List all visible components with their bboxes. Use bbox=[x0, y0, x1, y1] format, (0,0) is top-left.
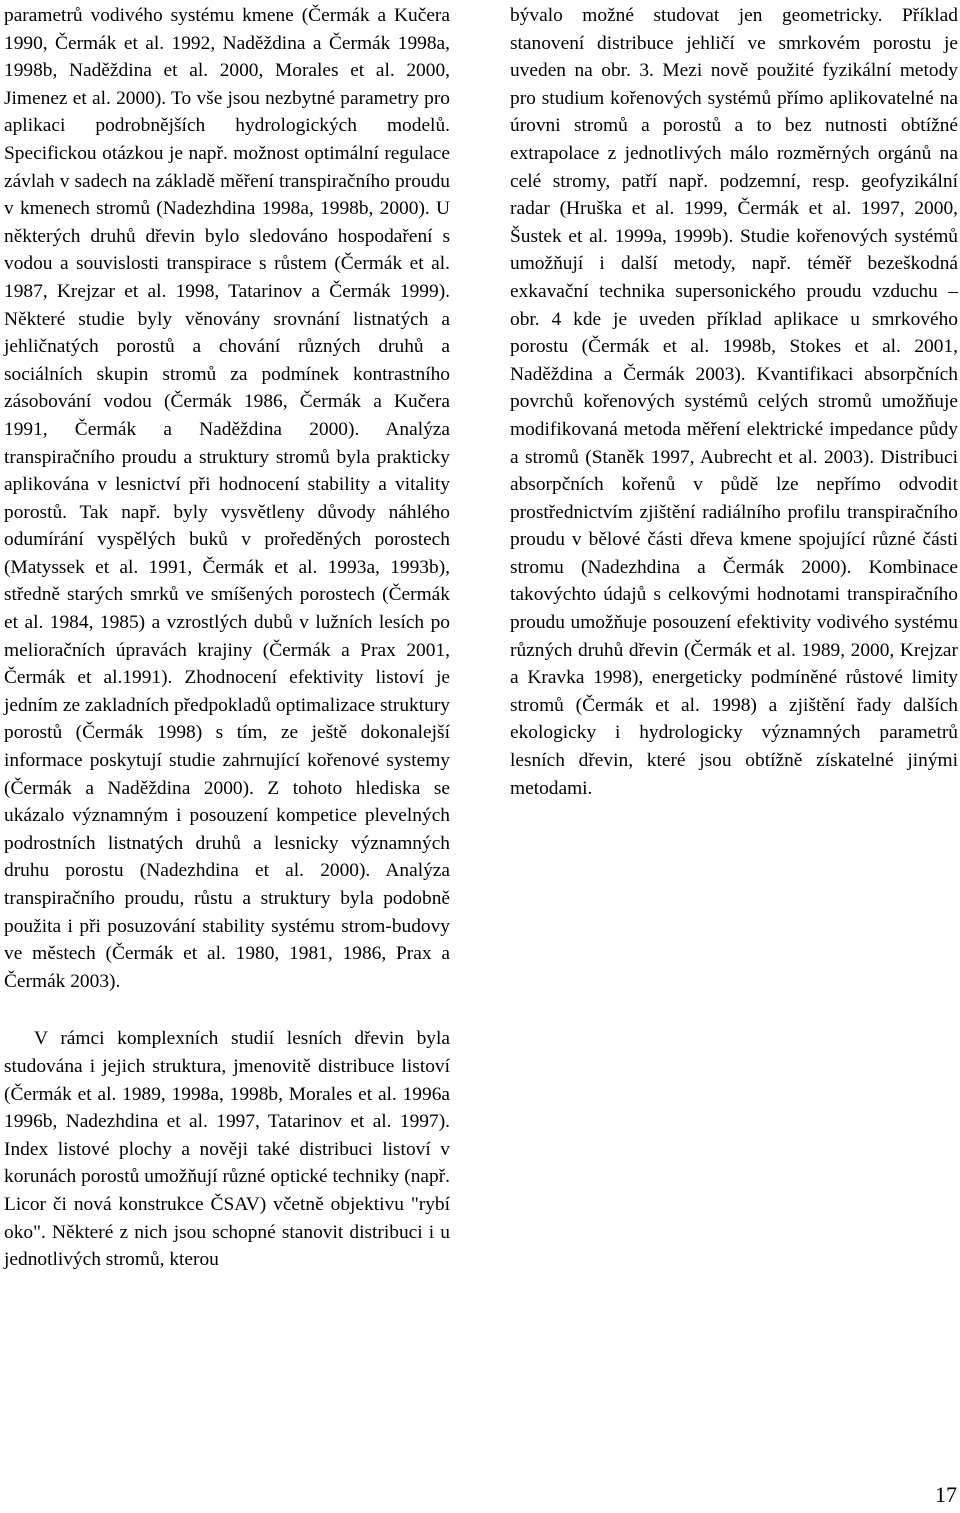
left-paragraph-2: V rámci komplexních studií lesních dřevin byla studována i jejich struktura, jmenovitě distribuce listoví (Čermák et al. 1989, 1998a, 1998b, Morales et al. 1996a 1996b, Nadezhdina et al. 1997, Tatarinov et al. 1997). Index listové plochy a nověji také distribuci listoví v korunách porostů umožňují různé optické techniky (např. Licor či nová konstrukce ČSAV) včetně objektivu "rybí oko". Některé z nich jsou schopné stanovit distribuci i u jednotlivých stromů, kterou bbox=[4, 1028, 450, 1271]
right-column bbox=[510, 2, 958, 802]
page-number: 17 bbox=[935, 1482, 957, 1507]
left-paragraph-1: parametrů vodivého systému kmene (Čermák a Kučera 1990, Čermák et al. 1992, Naděždina a Čermák 1998a, 1998b, Naděždina et al. 2000, Morales et al. 2000, Jimenez et al. 2000). To vše jsou nezbytné parametry pro aplikaci podrobnějších hydrologických modelů. Specifickou otázkou je např. možnost optimální regulace závlah v sadech na základě měření transpiračního proudu v kmenech stromů (Nadezhdina 1998a, 1998b, 2000). U některých druhů dřevin bylo sledováno hospodaření s vodou a souvislosti transpirace s růstem (Čermák et al. 1987, Krejzar et al. 1998, Tatarinov a Čermák 1999). Některé studie byly věnovány srovnání listnatých a jehličnatých porostů a chování různých druhů a sociálních skupin stromů za podmínek kontrastního zásobování vodou (Čermák 1986, Čermák a Kučera 1991, Čermák a Naděždina 2000). Analýza transpiračního proudu a struktury stromů byla prakticky aplikována v lesnictví při hodnocení stability a vitality porostů. Tak např. byly vysvětleny důvody náhlého odumírání vyspělých buků v proředěných porostech (Matyssek et al. 1991, Čermák et al. 1993a, 1993b), středně starých smrků ve smíšených porostech (Čermák et al. 1984, 1985) a vzrostlých dubů v lužních lesích po melioračních úpravách krajiny (Čermák a Prax 2001, Čermák et al.1991). Zhodnocení efektivity listoví je jedním ze zakladních předpokladů optimalizace struktury porostů (Čermák 1998) s tím, ze ještě dokonalejší informace poskytují studie zahrnující kořenové systemy (Čermák a Naděždina 2000). Z tohoto hlediska se ukázalo významným i posouzení kompetice plevelných podrostních listnatých druhů a lesnicky významných druhu porostu (Nadezhdina et al. 2000). Analýza transpiračního proudu, růstu a struktury byla podobně použita i při posuzování stability systému strom-budovy ve městech (Čermák et al. 1980, 1981, 1986, Prax a Čermák 2003). bbox=[4, 5, 450, 992]
right-paragraph-1: bývalo možné studovat jen geometricky. Příklad stanovení distribuce jehličí ve smrkovém porostu je uveden na obr. 3. Mezi nově použité fyzikální metody pro studium kořenových systémů přímo aplikovatelné na úrovni stromů a porostů a to bez nutnosti obtížné extrapolace z jednotlivých málo rozměrných orgánů na celé stromy, patří např. podzemní, resp. geofyzikální radar (Hruška et al. 1999, Čermák et al. 1997, 2000, Šustek et al. 1999a, 1999b). Studie kořenových systémů umožňují i další metody, např. téměř bezeškodná exkavační technika supersonického proudu vzduchu – obr. 4 kde je uveden příklad aplikace u smrkového porostu (Čermák et al. 1998b, Stokes et al. 2001, Naděždina a Čermák 2003). Kvantifikaci absorpčních povrchů kořenových systémů celých stromů umožňuje modifikovaná metoda měření elektrické impedance půdy a stromů (Staněk 1997, Aubrecht et al. 2003). Distribuci absorpčních kořenů v půdě lze nepřímo odvodit prostřednictvím zjištění radiálního profilu transpiračního proudu v bělové části dřeva kmene spojující různé části stromu (Nadezhdina a Čermák 2000). Kombinace takovýchto údajů s celkovými hodnotami transpiračního proudu umožňuje posouzení efektivity vodivého systému různých druhů dřevin (Čermák et al. 1989, 2000, Krejzar a Kravka 1998), energeticky podmíněné růstové limity stromů (Čermák et al. 1998) a zjištění řady dalších ekologicky i hydrologicky významných parametrů lesních dřevin, které jsou obtížně získatelné jinými metodami. bbox=[510, 5, 958, 799]
left-column bbox=[4, 2, 450, 1274]
